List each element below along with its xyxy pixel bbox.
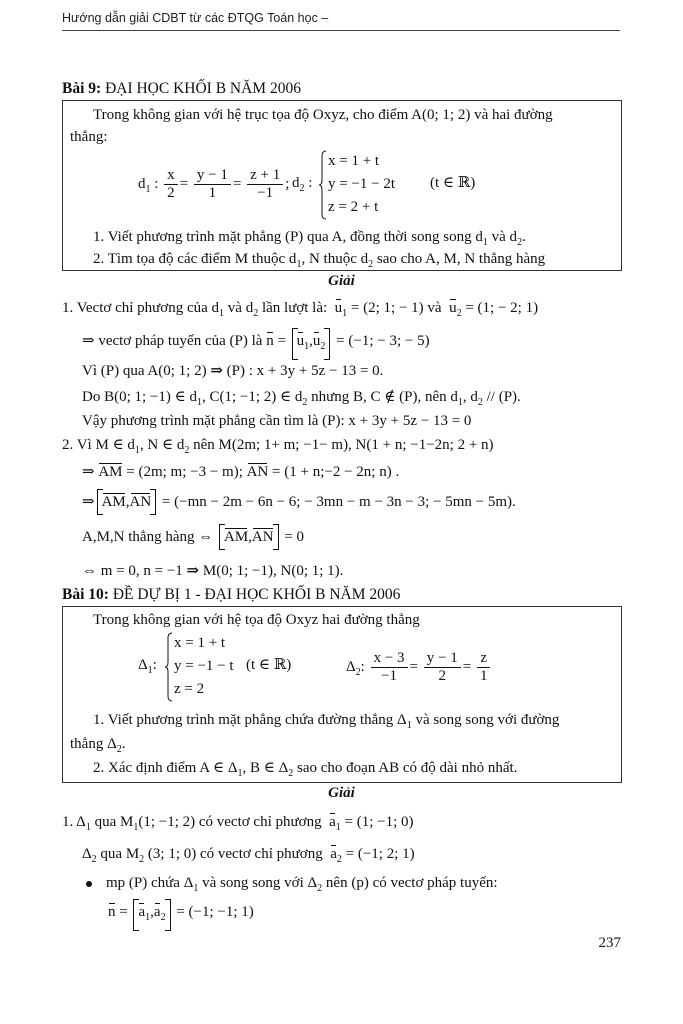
problem-10-box (62, 606, 622, 783)
problem-9-question-1: 1. Viết phương trình mặt phẳng (P) qua A, đồng thời song song $d_1$ và $d_2$. (93, 229, 526, 248)
line-delta1-system: x = 1 + t y = −1 − t z = 2 (164, 632, 314, 702)
sol9-line-2: ⇒ vectơ pháp tuyến của (P) là $n = u_1,u_2 = (-1$; − 3; − 5) (82, 331, 430, 357)
delta2-y-fraction: $\frac{y - 1}{2}$ (424, 650, 461, 685)
line-delta1-label: $\Delta_1$: (138, 657, 157, 676)
d1-x-fraction: $\frac{x}{2}$ (164, 167, 178, 202)
sol10-line-3: mp (P) chứa $\Delta_1$ và song song với $\Delta_2$ nên (p) có vectơ pháp tuyến: (86, 874, 498, 898)
left-brace-icon (164, 632, 174, 702)
sol10-line-2: $\Delta_2$ qua $M_2$ (3; 1; 0) có vectơ chỉ phương $a_2 = (-1$; 2; 1) (82, 846, 415, 865)
d2-parameter: (t ∈ ℝ) (430, 175, 476, 191)
problem-9-title (62, 80, 301, 98)
problem-9-label: Bài 9: (62, 80, 102, 97)
sol9-line-9: A,M,N thẳng hàng ⇔ AM,AN = 0 (82, 529, 305, 545)
sol9-line-1: 1. Vectơ chỉ phương của $d_1$ và $d_2$ lần lượt là: $u_1 = (2$; 1; − 1) và $u_2 = (1$; − 2; 1) (62, 300, 539, 319)
problem-9-intro: Trong không gian với hệ trục tọa độ Oxyz, cho điểm A(0; 1; 2) và hai đường (93, 107, 553, 123)
d1-z-fraction: $\frac{z + 1}{-1}$ (247, 167, 283, 202)
sol9-line-4: Do B(0; 1; −1) ∈ $d_1$, C(1; −1; 2) ∈ $d_2$ nhưng B, C ∉ (P), nên $d_1$, $d_2 // (P)$. (82, 389, 521, 408)
bullet-icon (86, 881, 92, 887)
sol10-line-4: $n = a_1,a_2 = (-1$; −1; 1) (108, 902, 254, 928)
left-brace-icon (318, 150, 328, 220)
solution-heading-9: Giải (328, 273, 355, 289)
line-d1-equation: $d_1$ : $\frac{x}{2}$ = $\frac{y - 1}{1}$ = $\frac{z + 1}{-1}$ ; (138, 167, 290, 202)
solution-heading-10: Giải (328, 785, 355, 801)
line-d2-label: $d_2$ : (292, 175, 313, 194)
delta2-z-fraction: $\frac{z}{1}$ (477, 650, 491, 685)
problem-10-question-2: 2. Xác định điểm A ∈ $\Delta_1$, B ∈ $\Delta_2$ sao cho đoạn AB có độ dài nhỏ nhất. (93, 760, 518, 779)
sol10-line-1: 1. $\Delta_1$ qua $M_1(1$; −1; 2) có vectơ chỉ phương $a_1 = (1$; −1; 0) (62, 814, 414, 833)
problem-9-source: ĐẠI HỌC KHỐI B NĂM 2006 (105, 80, 301, 97)
sol9-line-10: ⇔ m = 0, n = −1 ⇒ M(0; 1; −1), N(0; 1; 1). (82, 563, 344, 579)
sol9-line-7: ⇒ AM = (2m; m; −3 − m); AN = (1 + n;−2 − 2n; n) . (82, 464, 400, 480)
problem-10-label: Bài 10: (62, 586, 109, 603)
line-delta2-equation: $\Delta_2$: $\frac{x - 3}{-1}$ = $\frac{y - 1}{2}$ = $\frac{z}{1}$ (346, 647, 492, 693)
sol9-line-8: ⇒ AM,AN = (−mn − 2m − 6n − 6; − 3mn − m − 3n − 3; − 5mn − 5m). (82, 494, 516, 510)
problem-10-intro: Trong không gian với hệ tọa độ Oxyz hai đường thẳng (93, 612, 420, 628)
line-d2-system: x = 1 + t y = −1 − 2t z = 2 + t (318, 150, 468, 220)
problem-9-question-2: 2. Tìm tọa độ các điểm M thuộc $d_1$, N thuộc $d_2$ sao cho A, M, N thẳng hàng (93, 251, 546, 270)
problem-10-source: ĐỀ DỰ BỊ 1 - ĐẠI HỌC KHỐI B NĂM 2006 (112, 586, 401, 603)
sol9-line-6: 2. Vì M ∈ $d_1$, N ∈ $d_2$ nên M(2m; 1+ m; −1− m), N(1 + n; −1−2n; 2 + n) (62, 437, 494, 456)
d1-y-fraction: $\frac{y - 1}{1}$ (194, 167, 231, 202)
delta1-parameter: (t ∈ ℝ) (246, 657, 292, 673)
sol9-line-5: Vậy phương trình mặt phẳng cần tìm là (P): x + 3y + 5z − 13 = 0 (82, 413, 472, 429)
running-header: Hướng dẫn giải CDBT từ các ĐTQG Toán học – (62, 8, 620, 31)
sol9-line-3: Vì (P) qua A(0; 1; 2) ⇒ (P) : x + 3y + 5z − 13 = 0. (82, 363, 384, 379)
problem-9-intro-2: thẳng: (70, 129, 108, 145)
problem-10-question-1: 1. Viết phương trình mặt phẳng chứa đường thẳng $\Delta_1$ và song song với đường (93, 712, 560, 731)
problem-10-title (62, 586, 400, 604)
problem-10-question-1-cont: thẳng $\Delta_2$. (70, 736, 126, 755)
page-number: 237 (598, 935, 621, 951)
delta2-x-fraction: $\frac{x - 3}{-1}$ (371, 650, 408, 685)
